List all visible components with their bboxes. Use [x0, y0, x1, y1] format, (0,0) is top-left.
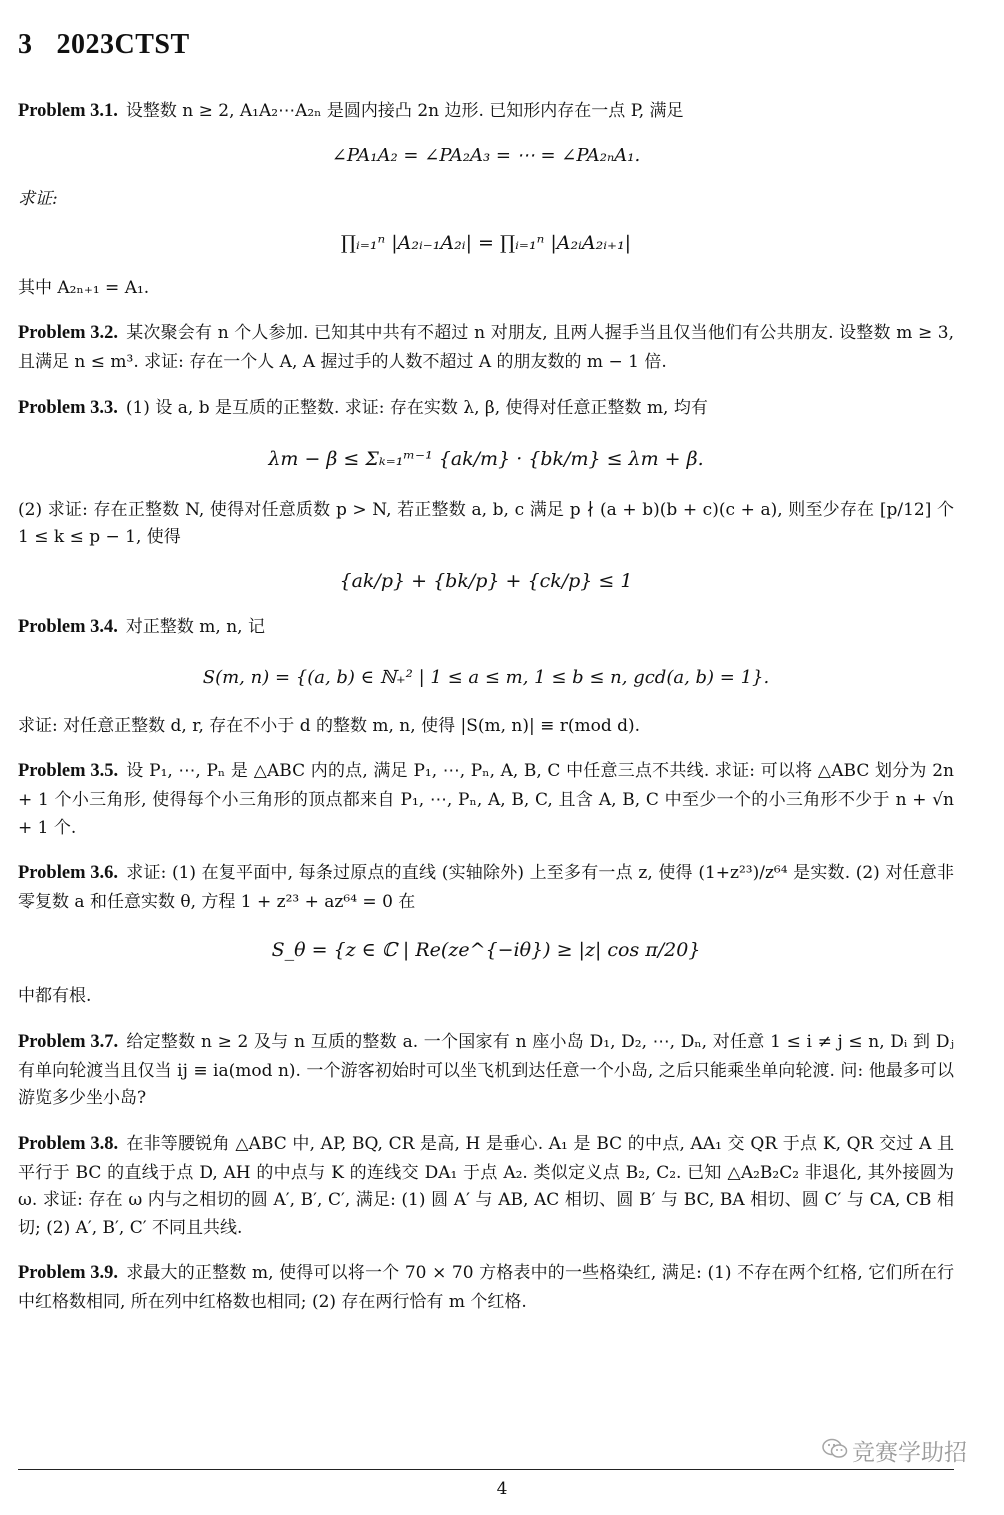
- document-page: [18, 22, 954, 1334]
- problem-text: 对正整数 m, n, 记: [125, 617, 265, 638]
- problem-label: Problem 3.4.: [18, 617, 118, 638]
- problem-text: 求证:: [18, 189, 58, 210]
- problem-3-6: [18, 859, 954, 1011]
- section-number: 3: [18, 29, 33, 60]
- problem-text: 求证: 对任意正整数 d, r, 存在不小于 d 的整数 m, n, 使得 |S(m, n)| ≡ r(mod d).: [18, 715, 641, 736]
- display-equation: {ak/p} + {bk/p} + {ck/p} ≤ 1: [339, 569, 633, 592]
- wechat-icon: [822, 1435, 848, 1472]
- problem-label: Problem 3.9.: [18, 1263, 119, 1284]
- problem-text: 其中 A₂ₙ₊₁ = A₁.: [18, 277, 150, 298]
- problem-label: Problem 3.1.: [18, 101, 118, 122]
- display-equation: ∏ᵢ₌₁ⁿ |A₂ᵢ₋₁A₂ᵢ| = ∏ᵢ₌₁ⁿ |A₂ᵢA₂ᵢ₊₁|: [340, 232, 632, 255]
- watermark: [822, 1435, 967, 1472]
- section-title: [18, 22, 954, 67]
- problem-label: Problem 3.5.: [18, 761, 119, 782]
- problem-3-1: [18, 97, 954, 302]
- problem-label: Problem 3.3.: [18, 397, 118, 418]
- problem-3-7: [18, 1028, 954, 1113]
- problem-label: Problem 3.7.: [18, 1031, 119, 1052]
- problem-3-5: [18, 757, 954, 842]
- problem-text: 在非等腰锐角 △ABC 中, AP, BQ, CR 是高, H 是垂心. A₁ 是 BC 的中点, AA₁ 交 QR 于点 K, QR 交过 A 且平行于 BC 的直线于点 D, AH 的中点与 K 的连线交 DA₁ 于点 A₂. 类似定义点 B₂, C₂. 已知 △A₂B₂C₂ 非退化, 其外接圆为 ω. 求证: 存在 ω 内与之相切的圆 A′, B′, C′, 满足: (1) 圆 A′ 与 AB, AC 相切、圆 B′ 与 BC, BA 相切、圆 C′ 与 CA, CB 相切; (2) A′, B′, C′ 不同且共线.: [18, 1133, 954, 1238]
- problem-3-9: [18, 1259, 954, 1317]
- display-equation: ∠PA₁A₂ = ∠PA₂A₃ = ⋯ = ∠PA₂ₙA₁.: [331, 145, 641, 167]
- problem-text: 求最大的正整数 m, 使得可以将一个 70 × 70 方格表中的一些格染红, 满足: (1) 不存在两个红格, 它们所在行中红格数相同, 所在列中红格数也相同; (2) 存在两行恰有 m 个红格.: [18, 1263, 954, 1313]
- footer-rule: [18, 1469, 954, 1470]
- display-equation: λm − β ≤ Σₖ₌₁ᵐ⁻¹ {ak/m} · {bk/m} ≤ λm + β.: [268, 447, 704, 470]
- problem-3-3: [18, 394, 954, 597]
- problem-text: 设 P₁, ⋯, Pₙ 是 △ABC 内的点, 满足 P₁, ⋯, Pₙ, A, B, C 中任意三点不共线. 求证: 可以将 △ABC 划分为 2n + 1 个小三角形, 使得每个小三角形的顶点都来自 P₁, ⋯, Pₙ, A, B, C, 且含 A, B, C 中至少一个的小三角形不少于 n + √n + 1 个.: [18, 761, 954, 838]
- problem-text: (1) 设 a, b 是互质的正整数. 求证: 存在实数 λ, β, 使得对任意正整数 m, 均有: [125, 397, 708, 418]
- problem-text: 中都有根.: [18, 986, 92, 1007]
- display-equation: S_θ = {z ∈ ℂ | Re(ze^{−iθ}) ≥ |z| cos π/20}: [271, 938, 701, 961]
- problem-3-8: [18, 1130, 954, 1243]
- page-number: 4: [496, 1479, 508, 1499]
- display-equation: S(m, n) = {(a, b) ∈ ℕ₊² | 1 ≤ a ≤ m, 1 ≤ b ≤ n, gcd(a, b) = 1}.: [202, 667, 770, 689]
- problem-text: 给定整数 n ≥ 2 及与 n 互质的整数 a. 一个国家有 n 座小岛 D₁, D₂, ⋯, Dₙ, 对任意 1 ≤ i ≠ j ≤ n, Dᵢ 到 Dⱼ 有单向轮渡当且仅当 ij ≡ ia(mod n). 一个游客初始时可以坐飞机到达任意一个小岛, 之后只能乘坐单向轮渡. 问: 他最多可以游览多少坐小岛?: [18, 1031, 954, 1109]
- problem-text: (2) 求证: 存在正整数 N, 使得对任意质数 p > N, 若正整数 a, b, c 满足 p ∤ (a + b)(b + c)(c + a), 则至少存在 [p/12] 个 1 ≤ k ≤ p − 1, 使得: [18, 499, 954, 548]
- watermark-text: 竞赛学助招: [852, 1440, 967, 1466]
- problem-label: Problem 3.6.: [18, 863, 119, 884]
- section-name: 2023CTST: [56, 29, 190, 60]
- problem-3-2: [18, 319, 954, 377]
- problem-label: Problem 3.2.: [18, 323, 119, 344]
- problem-label: Problem 3.8.: [18, 1133, 119, 1154]
- problem-text: 求证: (1) 在复平面中, 每条过原点的直线 (实轴除外) 上至多有一点 z, 使得 (1+z²³)/z⁶⁴ 是实数. (2) 对任意非零复数 a 和任意实数 θ, 方程 1 + z²³ + az⁶⁴ = 0 在: [18, 863, 954, 913]
- problem-text: 设整数 n ≥ 2, A₁A₂⋯A₂ₙ 是圆内接凸 2n 边形. 已知形内存在一点 P, 满足: [125, 101, 684, 122]
- problem-3-4: [18, 613, 954, 740]
- problem-text: 某次聚会有 n 个人参加. 已知其中共有不超过 n 对朋友, 且两人握手当且仅当他们有公共朋友. 设整数 m ≥ 3, 且满足 n ≤ m³. 求证: 存在一个人 A, A 握过手的人数不超过 A 的朋友数的 m − 1 倍.: [18, 323, 955, 373]
